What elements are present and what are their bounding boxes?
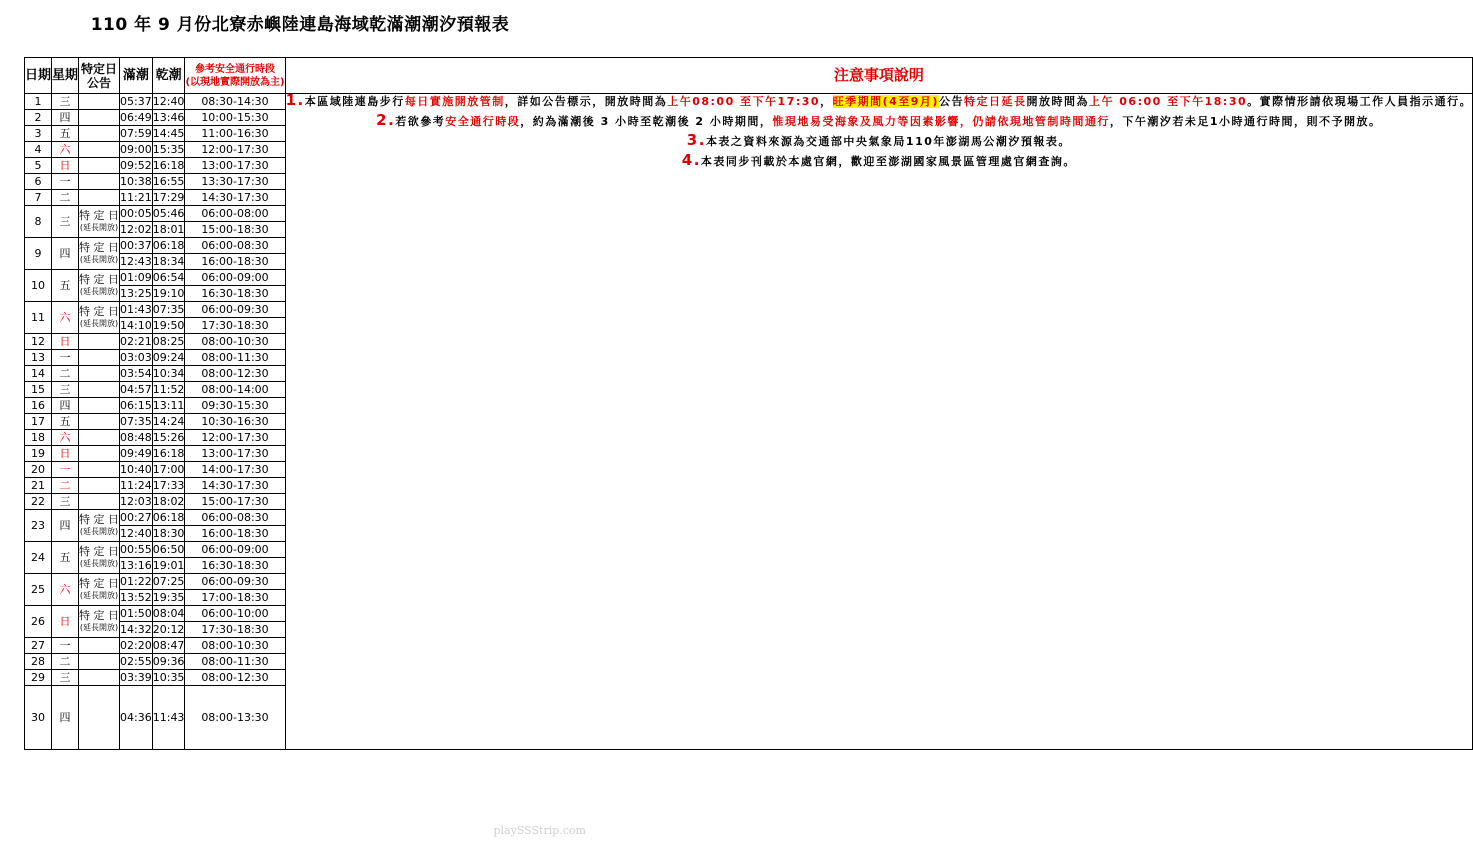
date-cell: 1 (25, 94, 52, 110)
special-day-cell (79, 638, 120, 654)
safe-period-cell: 16:30-18:30 (185, 558, 285, 574)
note-text: ，下午潮汐若未足1小時通行時間，則不予開放。 (1109, 115, 1382, 128)
high-tide-cell: 10:40 (120, 462, 152, 476)
weekday-cell: 二 (52, 190, 79, 206)
date-cell: 16 (25, 398, 52, 414)
safe-period-cell: 16:30-18:30 (185, 286, 285, 302)
special-day-cell (79, 238, 120, 270)
date-cell: 3 (25, 126, 52, 142)
low-tide-cell: 06:18 (152, 238, 185, 252)
weekday-cell: 三 (52, 206, 79, 238)
high-tide-cell: 12:40 (120, 526, 152, 540)
weekday-cell: 四 (52, 238, 79, 270)
safe-period-cell: 15:00-17:30 (185, 494, 285, 510)
low-tide-cell: 19:35 (152, 590, 185, 604)
weekday-cell: 二 (52, 654, 79, 670)
special-day-cell (79, 366, 120, 382)
special-day-sub: (延長開放) (79, 590, 119, 600)
date-cell: 18 (25, 430, 52, 446)
safe-period-cell: 11:00-16:30 (185, 126, 285, 142)
high-tide-cell: 01:22 (120, 574, 152, 588)
low-tide-cell: 16:18 (152, 158, 185, 172)
date-cell: 19 (25, 446, 52, 462)
special-day-cell (79, 430, 120, 446)
weekday-cell: 三 (52, 382, 79, 398)
special-day-cell (79, 574, 120, 606)
page-title: 110 年 9 月份北寮赤嶼陸連島海域乾滿潮潮汐預報表 (90, 15, 510, 35)
high-tide-cell: 12:02 (120, 222, 152, 236)
low-tide-cell: 08:25 (152, 334, 185, 348)
special-day-cell (79, 350, 120, 366)
note-text: 本表之資料來源為交通部中央氣象局110年澎湖馬公潮汐預報表。 (705, 135, 1071, 148)
note-text: 安全通行時段 (445, 115, 521, 128)
header-high-tide: 滿潮 (120, 58, 153, 94)
high-tide-cell: 06:15 (120, 398, 152, 412)
high-tide-cell: 00:05 (120, 206, 152, 220)
safe-period-cell: 08:00-11:30 (185, 654, 285, 670)
special-day-cell (79, 542, 120, 574)
low-tide-cell: 06:50 (152, 542, 185, 556)
weekday-cell: 一 (52, 350, 79, 366)
safe-period-cell: 15:00-18:30 (185, 222, 285, 238)
note-text: 特定日延長 (963, 95, 1027, 108)
high-tide-cell: 12:43 (120, 254, 152, 268)
date-cell: 14 (25, 366, 52, 382)
high-tide-cell: 05:37 (120, 94, 152, 108)
date-cell: 21 (25, 478, 52, 494)
special-day-cell (79, 382, 120, 398)
note-number: 1. (285, 91, 305, 109)
high-tide-cell: 03:54 (120, 366, 152, 380)
low-tide-cell: 08:04 (152, 606, 185, 620)
date-cell: 25 (25, 574, 52, 606)
note-text: 每日實施開放管制 (404, 95, 505, 108)
weekday-cell: 六 (52, 430, 79, 446)
safe-period-cell: 06:00-08:30 (185, 510, 285, 526)
low-tide-cell: 11:52 (152, 382, 185, 396)
low-tide-cell: 13:11 (152, 398, 185, 412)
low-tide-cell: 14:24 (152, 414, 185, 428)
safe-period-cell: 12:00-17:30 (185, 142, 285, 158)
special-day-label: 特 定 日 (79, 576, 120, 590)
safe-period-cell: 06:00-09:00 (185, 542, 285, 558)
low-tide-cell: 08:47 (152, 638, 185, 652)
weekday-cell: 四 (52, 686, 79, 750)
header-weekday: 星期 (52, 58, 79, 94)
safe-period-cell: 13:30-17:30 (185, 174, 285, 190)
special-day-label: 特 定 日 (79, 240, 120, 254)
low-tide-cell: 17:33 (152, 478, 185, 492)
weekday-cell: 一 (52, 638, 79, 654)
watermark: playSSStrip.com (493, 824, 586, 837)
note-text: 上午 06:00 至下午18:30 (1088, 95, 1248, 108)
high-tide-cell: 01:50 (120, 606, 152, 620)
low-tide-cell: 16:18 (152, 446, 185, 460)
high-tide-cell: 04:57 (120, 382, 152, 396)
special-day-sub: (延長開放) (79, 526, 119, 536)
date-cell: 27 (25, 638, 52, 654)
low-tide-cell: 07:35 (152, 302, 185, 316)
date-cell: 17 (25, 414, 52, 430)
weekday-cell: 二 (52, 478, 79, 494)
high-tide-cell: 00:37 (120, 238, 152, 252)
safe-period-cell: 17:30-18:30 (185, 318, 285, 334)
header-row (25, 58, 1473, 94)
note-text: ， (820, 95, 833, 108)
weekday-cell: 日 (52, 446, 79, 462)
high-tide-cell: 09:49 (120, 446, 152, 460)
low-tide-cell: 15:35 (152, 142, 185, 156)
special-day-cell (79, 190, 120, 206)
special-day-cell (79, 158, 120, 174)
high-tide-cell: 00:55 (120, 542, 152, 556)
special-day-sub: (延長開放) (79, 222, 119, 232)
low-tide-cell: 18:02 (152, 494, 185, 508)
date-cell: 22 (25, 494, 52, 510)
safe-period-cell: 13:00-17:30 (185, 446, 285, 462)
safe-period-cell: 06:00-08:30 (185, 238, 285, 254)
safe-period-cell: 16:00-18:30 (185, 254, 285, 270)
low-tide-cell: 18:30 (152, 526, 185, 540)
weekday-cell: 三 (52, 94, 79, 110)
low-tide-cell: 10:34 (152, 366, 185, 380)
note-text: 本區域陸連島步行 (304, 95, 405, 108)
weekday-cell: 三 (52, 494, 79, 510)
weekday-cell: 三 (52, 670, 79, 686)
safe-period-cell: 08:00-10:30 (185, 638, 285, 654)
special-day-cell (79, 654, 120, 670)
low-tide-cell: 12:40 (152, 94, 185, 108)
weekday-cell: 四 (52, 398, 79, 414)
note-text: 上午08:00 至下午17:30 (667, 95, 821, 108)
special-day-cell (79, 494, 120, 510)
special-day-cell (79, 334, 120, 350)
low-tide-cell: 19:01 (152, 558, 185, 572)
safe-period-cell: 08:00-10:30 (185, 334, 285, 350)
special-day-cell (79, 478, 120, 494)
note-text: 開放時間為 (1026, 95, 1089, 108)
date-cell: 12 (25, 334, 52, 350)
safe-period-cell: 06:00-09:00 (185, 270, 285, 286)
note-item (286, 131, 1473, 149)
high-tide-cell: 11:24 (120, 478, 152, 492)
special-day-label: 特 定 日 (79, 272, 120, 286)
special-day-cell (79, 414, 120, 430)
weekday-cell: 六 (52, 142, 79, 158)
special-day-sub: (延長開放) (79, 254, 119, 264)
high-tide-cell: 13:16 (120, 558, 152, 572)
special-day-sub: (延長開放) (79, 558, 119, 568)
header-special: 特定日公告 (79, 58, 120, 94)
date-cell: 20 (25, 462, 52, 478)
weekday-cell: 五 (52, 542, 79, 574)
special-day-cell (79, 270, 120, 302)
weekday-cell: 一 (52, 462, 79, 478)
safe-period-cell: 06:00-08:00 (185, 206, 285, 222)
special-day-cell (79, 302, 120, 334)
header-safe-period (185, 58, 285, 94)
low-tide-cell: 18:34 (152, 254, 185, 268)
date-cell: 8 (25, 206, 52, 238)
date-cell: 6 (25, 174, 52, 190)
safe-period-cell: 06:00-09:30 (185, 574, 285, 590)
safe-period-cell: 06:00-09:30 (185, 302, 285, 318)
note-item (285, 91, 1473, 109)
high-tide-cell: 13:52 (120, 590, 152, 604)
weekday-cell: 一 (52, 174, 79, 190)
date-cell: 7 (25, 190, 52, 206)
weekday-cell: 五 (52, 270, 79, 302)
date-cell: 10 (25, 270, 52, 302)
high-tide-cell: 09:52 (120, 158, 152, 172)
date-cell: 30 (25, 686, 52, 750)
special-day-cell (79, 142, 120, 158)
safe-period-cell: 13:00-17:30 (185, 158, 285, 174)
weekday-cell: 六 (52, 574, 79, 606)
high-tide-cell: 09:00 (120, 142, 152, 156)
special-day-cell (79, 606, 120, 638)
safe-period-cell: 08:00-13:30 (185, 686, 285, 750)
low-tide-cell: 07:25 (152, 574, 185, 588)
low-tide-cell: 19:10 (152, 286, 185, 300)
low-tide-cell: 09:24 (152, 350, 185, 364)
low-tide-cell: 14:45 (152, 126, 185, 140)
special-day-cell (79, 206, 120, 238)
note-text: 若欲參考 (395, 115, 446, 128)
high-tide-cell: 04:36 (120, 686, 153, 750)
weekday-cell: 五 (52, 414, 79, 430)
high-tide-cell: 02:55 (120, 654, 152, 668)
special-day-cell (79, 670, 120, 686)
special-day-cell (79, 174, 120, 190)
note-text: ，詳如公告標示，開放時間為 (504, 95, 668, 108)
special-day-label: 特 定 日 (79, 304, 120, 318)
high-tide-cell: 07:59 (120, 126, 152, 140)
special-day-label: 特 定 日 (79, 208, 120, 222)
high-tide-cell: 08:48 (120, 430, 152, 444)
safe-period-cell: 08:00-12:30 (185, 366, 285, 382)
low-tide-cell: 10:35 (152, 670, 185, 684)
weekday-cell: 六 (52, 302, 79, 334)
safe-period-cell: 06:00-10:00 (185, 606, 285, 622)
special-day-sub: (延長開放) (79, 622, 119, 632)
low-tide-cell: 15:26 (152, 430, 185, 444)
special-day-cell (79, 94, 120, 110)
note-item (286, 111, 1473, 129)
note-text: 本表同步刊載於本處官網，歡迎至澎湖國家風景區管理處官網查詢。 (700, 155, 1076, 168)
weekday-cell: 日 (52, 158, 79, 174)
header-safe-line1: 參考安全通行時段 (195, 63, 275, 75)
special-day-label: 特 定 日 (79, 512, 120, 526)
high-tide-cell: 01:43 (120, 302, 152, 316)
safe-period-cell: 08:00-12:30 (185, 670, 285, 686)
notes-heading: 注意事項說明 (833, 65, 924, 84)
date-cell: 23 (25, 510, 52, 542)
low-tide-cell: 06:18 (152, 510, 185, 524)
weekday-cell: 四 (52, 510, 79, 542)
safe-period-cell: 08:00-14:00 (185, 382, 285, 398)
special-day-label: 特 定 日 (79, 544, 120, 558)
note-text: 。 (1459, 95, 1473, 108)
special-day-cell (79, 110, 120, 126)
date-cell: 24 (25, 542, 52, 574)
date-cell: 13 (25, 350, 52, 366)
tide-table-body (25, 91, 1473, 750)
tide-table (24, 57, 1473, 750)
date-cell: 2 (25, 110, 52, 126)
safe-period-cell: 08:00-11:30 (185, 350, 285, 366)
low-tide-cell: 17:00 (152, 462, 185, 476)
date-cell: 9 (25, 238, 52, 270)
table-row (25, 94, 1473, 110)
special-day-sub: (延長開放) (79, 286, 119, 296)
special-day-cell (79, 462, 120, 478)
low-tide-cell: 13:46 (152, 110, 185, 124)
high-tide-cell: 14:10 (120, 318, 152, 332)
header-date: 日期 (25, 58, 52, 94)
note-text: 惟現地易受海象及風力等因素影響，仍請依現地管制時間通行 (772, 115, 1110, 128)
special-day-cell (79, 686, 120, 750)
note-text: 。實際情形請依現場工作人員指示通行 (1247, 95, 1460, 108)
special-day-cell (79, 446, 120, 462)
safe-period-cell: 17:00-18:30 (185, 590, 285, 606)
high-tide-cell: 02:20 (120, 638, 152, 652)
note-number: 4. (681, 151, 701, 169)
high-tide-cell: 00:27 (120, 510, 152, 524)
low-tide-cell: 05:46 (152, 206, 185, 220)
low-tide-cell: 19:50 (152, 318, 185, 332)
high-tide-cell: 14:32 (120, 622, 152, 636)
special-day-cell (79, 510, 120, 542)
high-tide-cell: 03:39 (120, 670, 152, 684)
date-cell: 29 (25, 670, 52, 686)
date-cell: 26 (25, 606, 52, 638)
high-tide-cell: 03:03 (120, 350, 152, 364)
note-number: 2. (376, 111, 396, 129)
low-tide-cell: 11:43 (152, 686, 185, 750)
safe-period-cell: 14:00-17:30 (185, 462, 285, 478)
notes-cell (285, 91, 1473, 750)
date-cell: 11 (25, 302, 52, 334)
special-day-cell (79, 126, 120, 142)
safe-period-cell: 14:30-17:30 (185, 190, 285, 206)
safe-period-cell: 10:30-16:30 (185, 414, 285, 430)
low-tide-cell: 17:29 (152, 190, 185, 204)
high-tide-cell: 07:35 (120, 414, 152, 428)
high-tide-cell: 13:25 (120, 286, 152, 300)
safe-period-cell: 16:00-18:30 (185, 526, 285, 542)
safe-period-cell: 09:30-15:30 (185, 398, 285, 414)
note-text: 旺季期間(4至9月) (832, 95, 939, 108)
date-cell: 28 (25, 654, 52, 670)
weekday-cell: 日 (52, 334, 79, 350)
high-tide-cell: 11:21 (120, 190, 152, 204)
safe-period-cell: 10:00-15:30 (185, 110, 285, 126)
low-tide-cell: 20:12 (152, 622, 185, 636)
safe-period-cell: 08:30-14:30 (185, 94, 285, 110)
low-tide-cell: 09:36 (152, 654, 185, 668)
high-tide-cell: 02:21 (120, 334, 152, 348)
high-tide-cell: 10:38 (120, 174, 152, 188)
safe-period-cell: 12:00-17:30 (185, 430, 285, 446)
weekday-cell: 二 (52, 366, 79, 382)
date-cell: 5 (25, 158, 52, 174)
note-text: ，約為滿潮後 3 小時至乾潮後 2 小時期間， (520, 115, 773, 128)
high-tide-cell: 12:03 (120, 494, 152, 508)
weekday-cell: 日 (52, 606, 79, 638)
weekday-cell: 五 (52, 126, 79, 142)
safe-period-cell: 14:30-17:30 (185, 478, 285, 494)
low-tide-cell: 16:55 (152, 174, 185, 188)
special-day-cell (79, 398, 120, 414)
special-day-sub: (延長開放) (79, 318, 119, 328)
date-cell: 15 (25, 382, 52, 398)
header-notes (285, 58, 1473, 94)
header-low-tide: 乾潮 (152, 58, 185, 94)
header-safe-line2: (以現地實際開放為主) (185, 76, 285, 88)
note-number: 3. (686, 131, 706, 149)
safe-period-cell: 17:30-18:30 (185, 622, 285, 638)
low-tide-cell: 18:01 (152, 222, 185, 236)
date-cell: 4 (25, 142, 52, 158)
high-tide-cell: 01:09 (120, 270, 152, 284)
note-item (286, 151, 1473, 169)
special-day-label: 特 定 日 (79, 608, 120, 622)
note-text: 公告 (938, 95, 964, 108)
weekday-cell: 四 (52, 110, 79, 126)
low-tide-cell: 06:54 (152, 270, 185, 284)
high-tide-cell: 06:49 (120, 110, 152, 124)
